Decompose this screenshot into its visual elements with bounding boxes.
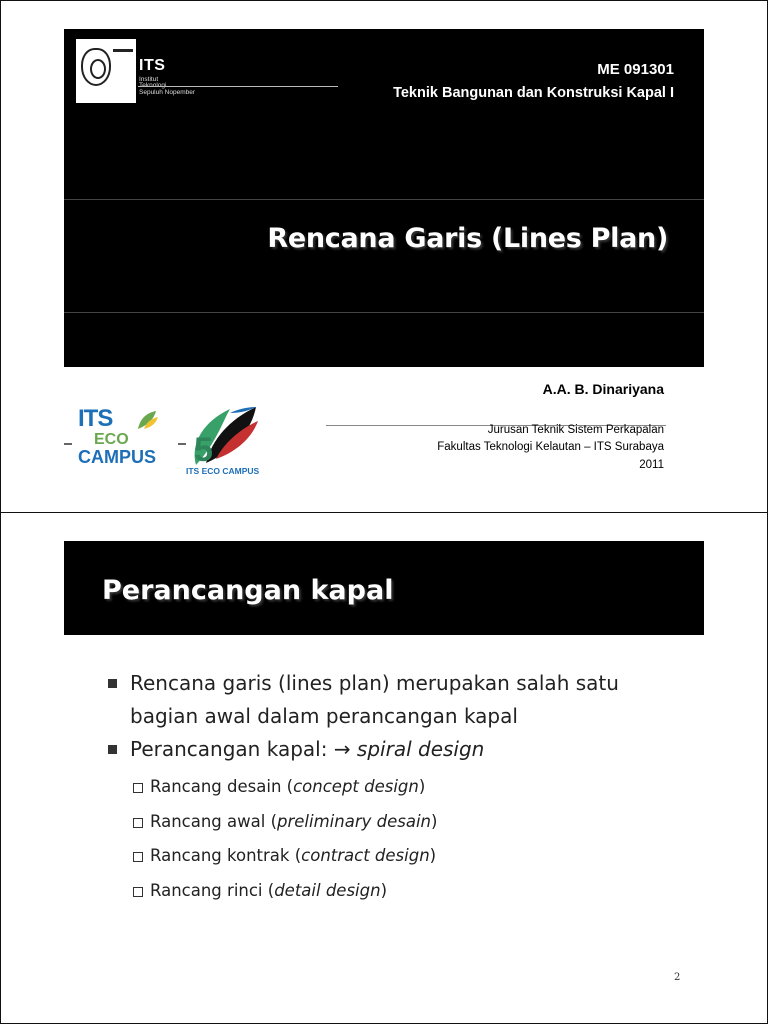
author: A.A. B. Dinariyana [542,381,664,397]
sub-bullet-emphasis: preliminary desain [277,811,431,831]
dash [64,443,72,445]
its-mark [113,49,133,52]
sub-bullet-emphasis: contract design [301,846,430,865]
department-line: 2011 [639,459,664,471]
seal-icon [81,48,111,86]
course-code: ME 091301 [597,61,674,78]
title-slide [64,29,704,483]
brand-name: ITS [139,57,166,74]
band-line [64,199,704,200]
bullet-list [106,667,686,908]
sub-bullet-text: Rancang desain ( [150,777,294,796]
bullet-text: Rencana garis (lines plan) merupakan salah satu bagian awal dalam perancangan kapal [130,671,619,728]
eco-logo-eco: ECO [94,431,129,448]
bullet-text: Perancangan kapal: [130,737,334,761]
content-slide-header [64,541,704,635]
anniversary-number: 5 [194,431,213,469]
sub-bullet-text: Rancang rinci ( [150,880,275,900]
eco-logo-its: ITS [78,405,113,432]
bullet-emphasis: spiral design [350,737,485,761]
brand-rule [138,86,338,87]
course-title: Teknik Bangunan dan Konstruksi Kapal I [393,85,674,101]
title-footer [64,367,704,483]
anniversary-logo [186,403,262,473]
sub-bullet-list [132,770,686,908]
brand-sub-line: Sepuluh Nopember [139,89,196,96]
eco-logo-campus: CAMPUS [78,447,157,467]
bullet-item [106,733,686,766]
leaf-icon [134,409,160,431]
sub-bullet-suffix: ) [418,777,426,796]
sub-bullet-item [132,770,686,805]
page-number: 2 [674,972,681,983]
sub-bullet-emphasis: concept design [293,777,419,796]
slide-title: Perancangan kapal [102,575,394,606]
sub-bullet-suffix: ) [429,846,437,865]
slide-divider [0,512,768,513]
sub-bullet-emphasis: detail design [274,880,381,900]
anniversary-text: ITS ECO CAMPUS [186,466,260,476]
brand-sub-line: Institut [139,76,159,83]
bullet-item [106,667,686,733]
sub-bullet-item [132,805,686,840]
sub-bullet-suffix: ) [431,811,438,831]
its-seal-logo [76,39,136,103]
sub-bullet-text: Rancang awal ( [150,811,278,831]
sub-bullet-item [132,874,686,909]
band-line [64,312,704,313]
sub-bullet-item [132,839,686,874]
sub-bullet-text: Rancang kontrak ( [150,846,302,865]
its-eco-campus-logo [78,405,172,473]
department-line: Fakultas Teknologi Kelautan – ITS Surabaya [437,441,664,453]
department-line: Jurusan Teknik Sistem Perkapalan [487,424,664,436]
dash [178,443,186,445]
arrow-icon: → [333,737,351,761]
slide-title: Rencana Garis (Lines Plan) [267,223,668,254]
sub-bullet-suffix: ) [380,880,387,900]
